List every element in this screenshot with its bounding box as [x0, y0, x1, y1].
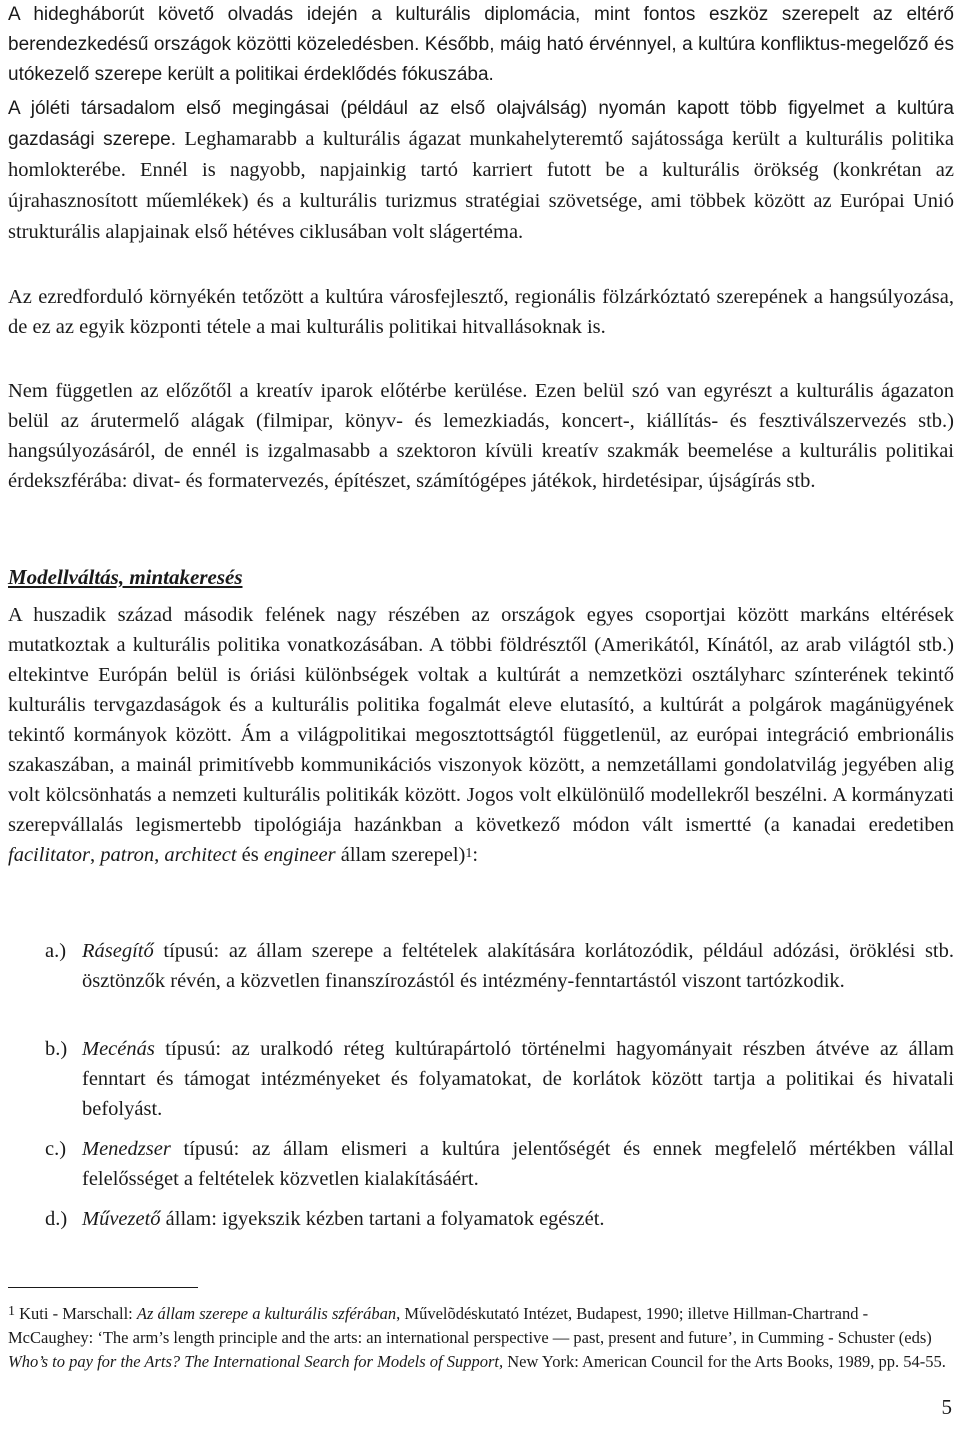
model-change-text: A huszadik század második felének nagy részében az országok egyes csoportjai között markáns eltérések mutatkoztak a kulturális politika vonatkozásában. A többi földrésztől (Amerikától, Kínától, az arab világtól stb.) eltekintve Európán belül is óriási különbségek voltak a kultúrát a nemzetközi osztályharc színterének tekintő kulturális tervgazdaságok és a kulturális politika fogalmát eleve elutasító, a kultúrát a polgárok magánügyének tekintő kormányok között. Ám a világpolitikai megosztottságtól függetlenül, az európai integráció embrionális szakaszában, a mainál primitívebb kommunikációs viszonyok között, a nemzetállami gondolatvilág jegyében alig volt kölcsönhatás a nemzeti kulturális politikák között. Jogos volt elkülönülő modellekről beszélni. A kormányzati szerepvállalás legismertebb tipológiája hazánkban a következő módon vált ismertté (a kanadai eredetiben: [8, 604, 954, 836]
list-item-body: [82, 1034, 954, 1124]
list-item-term: Mecénás: [82, 1038, 155, 1060]
list-item-body: [82, 936, 954, 996]
list-item-term: Menedzser: [82, 1138, 171, 1160]
term-architect: architect: [164, 844, 237, 866]
paragraph-welfare-society: [8, 94, 954, 248]
footnote-title: Who’s to pay for the Arts? The International Search for Models of Support,: [8, 1352, 504, 1371]
footnote-title: Az állam szerepe a kulturális szférában: [136, 1304, 397, 1323]
footnote-text: , Művelõdéskutató Intézet, Budapest, 1990; illetve Hillman-Chartrand - McCaughey: ‘The arm’s length principle and the arts: an international perspective — past, present and future’, in Cumming - Schuster (eds): [8, 1304, 932, 1347]
list-item-text: állam: igyekszik kézben tartani a folyamatok egészét.: [160, 1208, 605, 1230]
term-patron: patron: [100, 844, 155, 866]
list-item-text: típusú: az állam szerepe a feltételek alakítására korlátozódik, például adózási, öröklési stb. ösztönzők révén, a közvetlen finanszírozástól és intézmény-fenntartástól viszont tartózkodik.: [82, 940, 954, 992]
term-separator: és: [236, 844, 264, 866]
term-facilitator: facilitator: [8, 844, 90, 866]
model-change-tail: állam szerepel): [335, 844, 466, 866]
footnote-reference[interactable]: 1: [465, 846, 473, 861]
paragraph-welfare-sentence-3: Ennél is nagyobb, napjainkig tartó karriert futott be a kulturális örökség (konkrétan az újrahasznosított műemlékek) és a kulturális turizmus stratégiai szövetsége, ami többek között az Európai Unió strukturális alapjainak első hétéves ciklusában volt slágertéma.: [8, 159, 954, 243]
term-engineer: engineer: [263, 844, 336, 866]
footnote-separator: [8, 1287, 198, 1288]
footnote-text: New York: American Council for the Arts Books, 1989, pp. 54-55.: [503, 1352, 946, 1371]
footnote-text: Kuti - Marschall:: [15, 1304, 137, 1323]
term-separator: ,: [154, 844, 165, 866]
term-separator: ,: [90, 844, 101, 866]
list-item-body: [82, 1204, 954, 1234]
footnote: [8, 1302, 954, 1374]
list-marker: b.): [45, 1038, 68, 1060]
list-item-body: [82, 1134, 954, 1194]
paragraph-welfare-sentence-2: Leghamarabb a kulturális ágazat munkahelyteremtő sajátossága került a kulturális politika homlokterébe.: [8, 128, 955, 181]
paragraph-urban-development: Az ezredforduló környékén tetőzött a kultúra városfejlesztő, regionális fölzárkóztató szerepének a hangsúlyozása, de ez az egyik központi tétele a mai kulturális politikai hitvallásoknak is.: [8, 286, 954, 338]
list-marker: a.): [45, 940, 67, 962]
paragraph-welfare-sentence-1: A jóléti társadalom első megingásai (például az első olajválság) nyomán kapott több figyelmet a kultúra gazdasági szerepe.: [8, 98, 954, 150]
list-item-text: típusú: az uralkodó réteg kultúrapártoló történelmi hagyományait részben átvéve az állam fenntart és támogat intézményeket és folyamatokat, de korlátok között tartja a politikai és hivatali befolyást.: [82, 1038, 954, 1120]
list-marker: d.): [45, 1208, 68, 1230]
list-item-term: Művezető: [82, 1208, 161, 1230]
footnote-number: 1: [8, 1304, 15, 1319]
model-change-end: :: [472, 844, 479, 866]
section-heading: Modellváltás, mintakeresés: [8, 565, 243, 589]
list-item-text: típusú: az állam elismeri a kultúra jelentőségét és ennek megfelelő mértékben vállal felelősséget a feltételek közvetlen kialakításáért.: [82, 1138, 954, 1190]
list-marker: c.): [45, 1138, 67, 1160]
paragraph-cultural-diplomacy: A hidegháborút követő olvadás idején a kulturális diplomácia, mint fontos eszköz szerepelt az eltérő berendezkedésű országok közötti közeledésben. Később, máig ható érvénnyel, a kultúra konfliktus-megelőző és utókezelő szerepe került a politikai érdeklődés fókuszába.: [8, 4, 954, 85]
paragraph-creative-industries: Nem független az előzőtől a kreatív iparok előtérbe kerülése. Ezen belül szó van egyrészt a kulturális ágazaton belül az árutermelő alágak (filmipar, könyv- és lemezkiadás, koncert-, kiállítás- és fesztiválszervezés stb.) hangsúlyozásáról, de ennél is izgalmasabb a szektoron kívüli kreatív szakmák beemelése a kulturális politikai érdekszférába: divat- és formatervezés, építészet, számítógépes játékok, hirdetésipar, újságírás stb.: [8, 380, 954, 492]
page-number: 5: [941, 1395, 952, 1419]
list-item-term: Rásegítő: [82, 940, 154, 962]
paragraph-model-change: [8, 600, 954, 870]
